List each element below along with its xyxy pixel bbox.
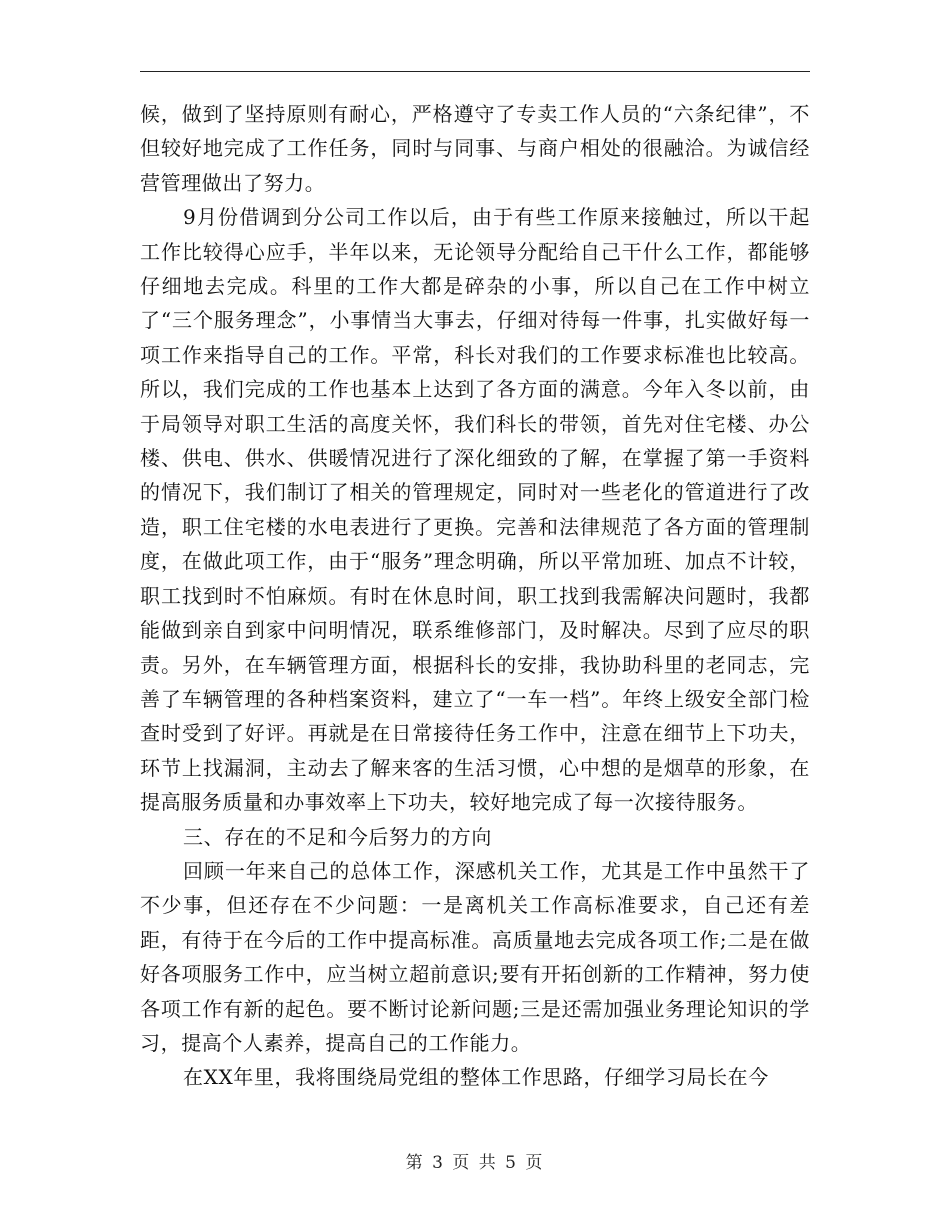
paragraph-secondment-work: 9月份借调到分公司工作以后，由于有些工作原来接触过，所以干起工作比较得心应手，半年以来，无论领导分配给自己干什么工作，都能够仔细地去完成。科里的工作大都是碎杂的小事，所以自己在工作中树立了“三个服务理念”，小事情当大事去，仔细对待每一件事，扎实做好每一项工作来指导自己的工作。平常，科长对我们的工作要求标准也比较高。所以，我们完成的工作也基本上达到了各方面的满意。今年入冬以前，由于局领导对职工生活的高度关怀，我们科长的带领，首先对住宅楼、办公楼、供电、供水、供暖情况进行了深化细致的了解，在掌握了第一手资料的情况下，我们制订了相关的管理规定，同时对一些老化的管道进行了改造，职工住宅楼的水电表进行了更换。完善和法律规范了各方面的管理制度，在做此项工作，由于“服务”理念明确，所以平常加班、加点不计较，职工找到时不怕麻烦。有时在休息时间，职工找到我需解决问题时，我都能做到亲自到家中问明情况，联系维修部门，及时解决。尽到了应尽的职责。另外，在车辆管理方面，根据科长的安排，我协助科里的老同志，完善了车辆管理的各种档案资料，建立了“一车一档”。年终上级安全部门检查时受到了好评。再就是在日常接待任务工作中，注意在细节上下功夫，环节上找漏洞，主动去了解来客的生活习惯，心中想的是烟草的形象，在提高服务质量和办事效率上下功夫，较好地完成了每一次接待服务。 (140, 205, 810, 815)
page-number-footer: 第 3 页 共 5 页 (405, 1153, 545, 1173)
header-rule (140, 71, 810, 72)
section-heading-shortcomings: 三、存在的不足和今后努力的方向 (183, 824, 492, 849)
paragraph-review-problems: 回顾一年来自己的总体工作，深感机关工作，尤其是工作中虽然干了不少事，但还存在不少问题：一是离机关工作高标准要求，自己还有差距，有待于在今后的工作中提高标准。高质量地去完成各项工作;二是在做好各项服务工作中，应当树立超前意识;要有开拓创新的工作精神，努力使各项工作有新的起色。要不断讨论新问题;三是还需加强业务理论知识的学习，提高个人素养，提高自己的工作能力。 (140, 858, 810, 1055)
paragraph-next-year: 在XX年里，我将围绕局党组的整体工作思路，仔细学习局长在今 (183, 1065, 769, 1090)
paragraph-continuation: 候，做到了坚持原则有耐心，严格遵守了专卖工作人员的“六条纪律”，不但较好地完成了工作任务，同时与同事、与商户相处的很融洽。为诚信经营管理做出了努力。 (140, 102, 810, 195)
document-body (140, 97, 810, 1095)
